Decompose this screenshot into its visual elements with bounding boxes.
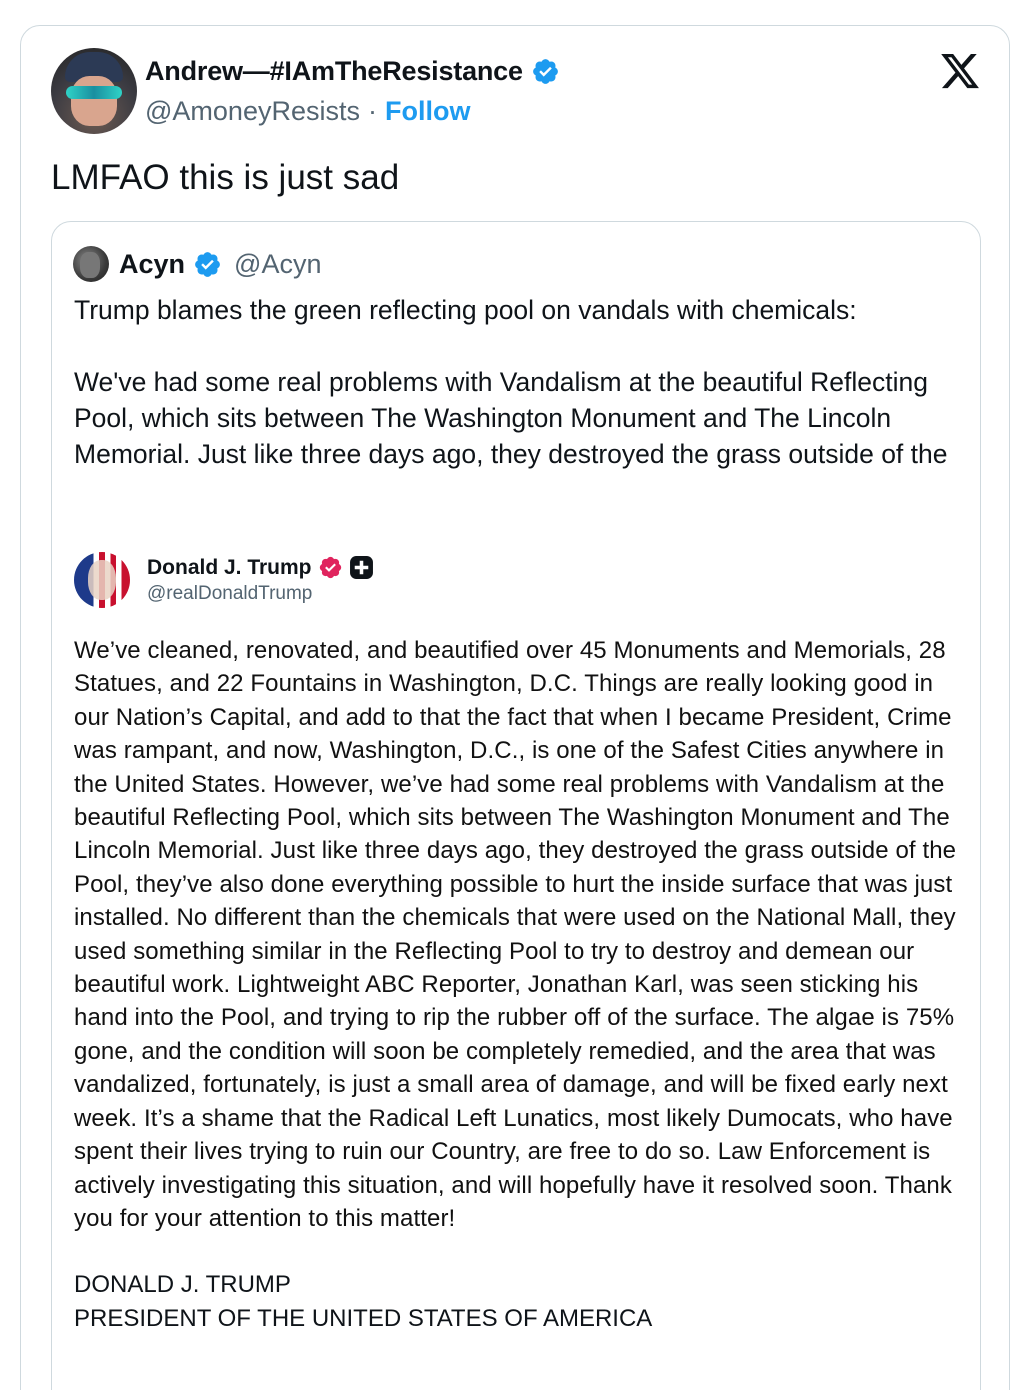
follow-button[interactable]: Follow [384,96,471,126]
author-display-name[interactable]: Andrew—#IAmTheResistance [145,56,523,86]
quoted-author-name: Acyn [119,248,186,279]
quoted-author-line [73,246,321,282]
embedded-author-handle: @realDonaldTrump [147,583,313,604]
tweet-card [20,25,1010,1390]
embedded-post-text: We’ve cleaned, renovated, and beautified over 45 Monuments and Memorials, 28 Statues, and 22 Fountains in Washington, D.C. Things are really looking good in our Nation’s Capital, and add to that the fact that when I became President, Crime was rampant, and now, Washington, D.C., is one of the Safest Cities anywhere in the United States. However, we’ve had some real problems with Vandalism at the beautiful Reflecting Pool, which sits between The Washington Monument and The Lincoln Memorial. Just like three days ago, they destroyed the grass outside of the Pool, they’ve also done everything possible to hurt the inside surface that was just installed. No different than the chemicals that were used on the National Mall, they used something similar in the Reflecting Pool to try to destroy and demean our beautiful work. Lightweight ABC Reporter, Jonathan Karl, was seen sticking his hand into the Pool, and trying to rip the rubber off of the surface. The algae is 75% gone, and the condition will soon be completely remedied, and the area that was vandalized, fortunately, is just a small area of damage, and will be fixed early next week. It’s a shame that the Radical Left Lunatics, most likely Dumocats, who have spent their lives trying to ruin our Country, are free to do so. Law Enforcement is actively investigating this situation, and will hopefully have it resolved soon. Thank you for your attention to this matter! [74,637,957,1232]
verified-badge-icon [193,250,222,279]
embedded-post-body [74,634,964,1235]
tweet-text: LMFAO this is just sad [51,158,400,197]
author-name-line [145,56,560,87]
signature-name: DONALD J. TRUMP [74,1271,291,1299]
quoted-tweet[interactable] [51,221,981,1390]
signature-title: PRESIDENT OF THE UNITED STATES OF AMERICA [74,1304,653,1332]
quoted-author-avatar [73,246,109,282]
embedded-post-header [74,552,964,608]
author-handle[interactable]: @AmoneyResists [145,96,360,126]
embedded-post-screenshot [74,552,964,1335]
quoted-tweet-body [74,292,954,508]
quoted-author-handle: @Acyn [234,248,322,279]
embedded-author-avatar [74,552,130,608]
x-logo-icon[interactable] [939,50,981,92]
verified-badge-icon [318,555,343,580]
separator-dot: · [367,96,377,126]
verified-badge-icon [531,57,560,86]
embedded-author-name: Donald J. Trump [147,555,312,579]
author-handle-line [145,96,470,127]
author-avatar[interactable] [51,48,137,134]
plus-badge-icon [349,555,374,580]
quoted-paragraph: Trump blames the green reflecting pool on vandals with chemicals: [74,295,857,325]
embedded-post-signature [74,1268,964,1335]
quoted-paragraph: We've had some real problems with Vandalism at the beautiful Reflecting Pool, which sits between The Washington Monument and The Lincoln Memorial. Just like three days ago, they destroyed the grass outside of the [74,367,948,469]
